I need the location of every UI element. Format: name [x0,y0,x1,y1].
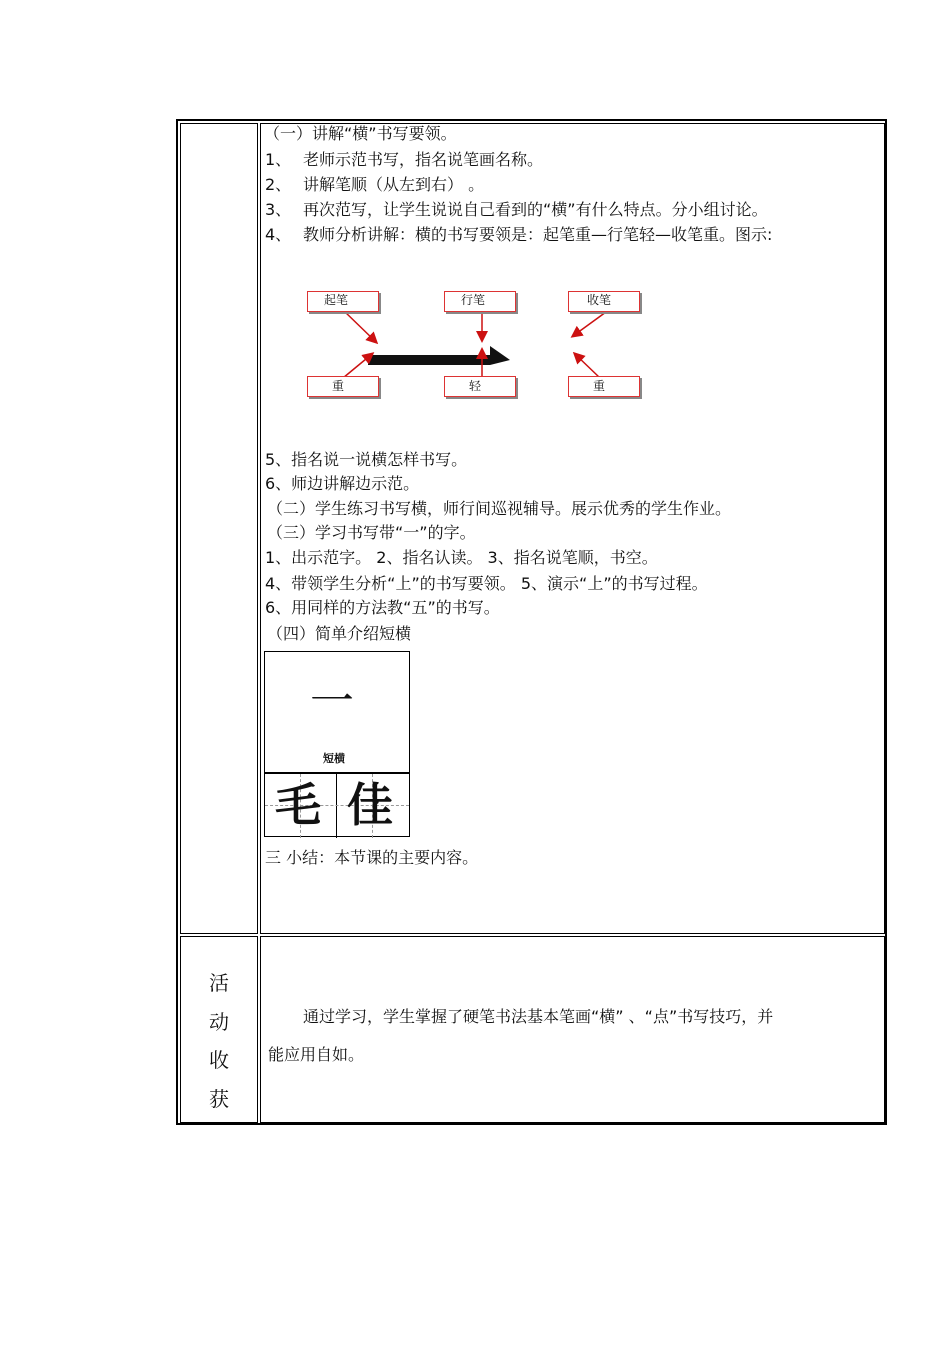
section-intro: （一）讲解“横”书写要领。 [264,124,457,143]
step-text: 讲解笔顺（从左到右） 。 [303,175,485,194]
arrow-qibi-down [343,310,376,342]
short-horizontal-sample-image [264,651,410,837]
sample-caption: 短横 [323,752,345,765]
gains-text-line: 通过学习，学生掌握了硬笔书法基本笔画“横” 、“点”书写技巧，并 [303,1007,774,1026]
step-number: 2、 [265,175,292,194]
gain-label-char: 收 [209,1048,229,1072]
gains-text-line: 能应用自如。 [268,1045,365,1064]
sample-stroke: 一 [310,676,354,727]
arrow-shoubi-down [573,312,606,336]
label-zhong-1: 重 [331,379,344,393]
text-line: 1、出示范字。 2、指名认读。 3、指名说笔顺，书空。 [265,548,658,567]
step-number: 4、 [265,225,292,244]
step-number: 1、 [265,150,292,169]
sample-char: 毛 [275,778,321,832]
row2-content-cell [260,936,885,1123]
diagram-arrows [0,0,950,420]
text-line: （三）学习书写带“一”的字。 [267,523,476,542]
arrow-shoubi-zhong-up [575,354,600,378]
text-line: （四）简单介绍短横 [267,624,412,643]
label-qing: 轻 [468,379,481,393]
text-line: （二）学生练习书写横，师行间巡视辅导。展示优秀的学生作业。 [267,499,732,518]
label-xingbi: 行笔 [460,293,485,307]
step-text: 老师示范书写，指名说笔画名称。 [303,150,544,169]
summary-line: 三 小结：本节课的主要内容。 [265,848,479,867]
label-zhong-2: 重 [592,379,605,393]
text-line: 6、用同样的方法教“五”的书写。 [265,598,500,617]
step-text: 教师分析讲解：横的书写要领是：起笔重—行笔轻—收笔重。图示: [303,225,773,244]
gain-label-char: 活 [209,971,229,995]
sample-grid [265,772,409,838]
label-qibi: 起笔 [323,293,348,307]
gain-label-char: 获 [209,1087,229,1111]
row2-label-cell [180,936,258,1123]
text-line: 6、师边讲解边示范。 [265,474,420,493]
label-shoubi: 收笔 [586,293,611,307]
horizontal-stroke-bar [368,346,510,365]
arrow-zhong-up [343,354,372,378]
step-text: 再次范写，让学生说说自己看到的“横”有什么特点。分小组讨论。 [303,200,768,219]
sample-char: 佳 [347,778,393,832]
step-number: 3、 [265,200,292,219]
text-line: 5、指名说一说横怎样书写。 [265,450,468,469]
text-line: 4、带领学生分析“上”的书写要领。 5、演示“上”的书写过程。 [265,574,708,593]
gain-label-char: 动 [209,1010,229,1034]
